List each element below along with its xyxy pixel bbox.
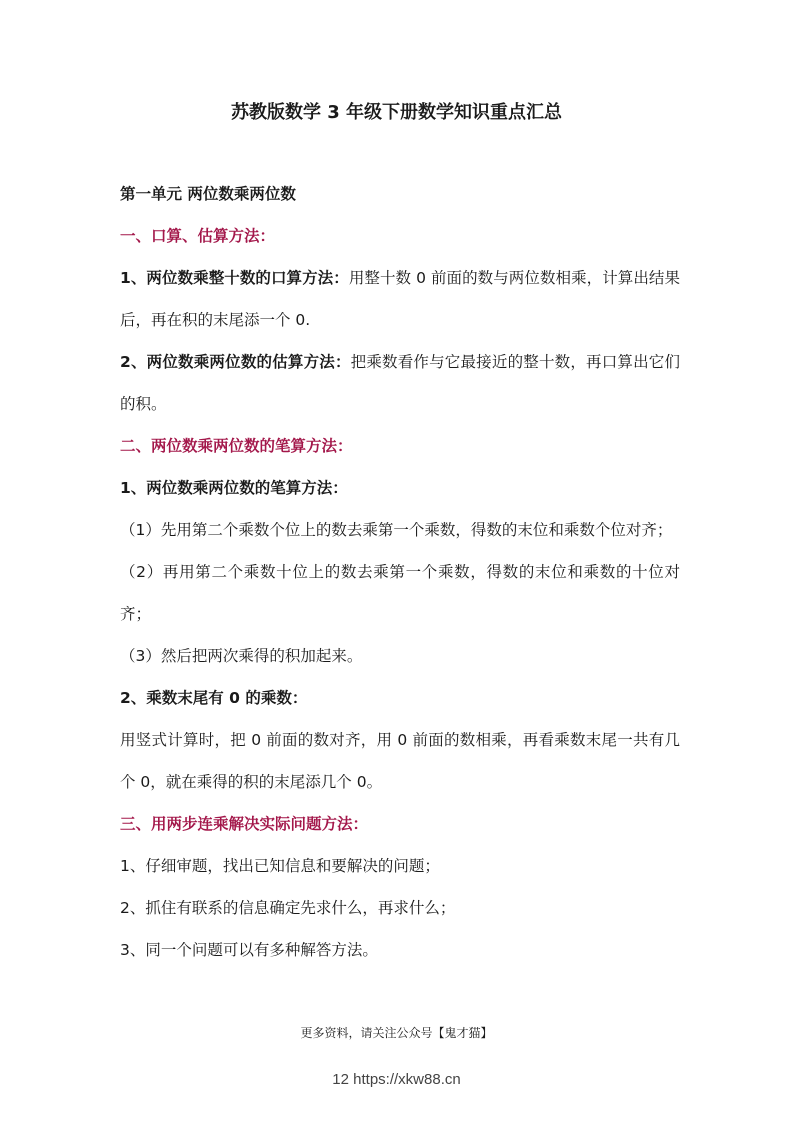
list-item: 2、抓住有联系的信息确定先求什么，再求什么； <box>120 899 456 917</box>
step-item: （3）然后把两次乘得的积加起来。 <box>120 647 363 665</box>
section-heading-1: 一、口算、估算方法： <box>120 227 276 245</box>
subheading-trailing-zero: 2、乘数末尾有 0 的乘数： <box>120 689 308 707</box>
item-text: 把乘数看作与它最接近的整十数，再口算出它们的积。 <box>120 353 680 413</box>
unit-heading: 第一单元 两位数乘两位数 <box>120 185 296 203</box>
paragraph-estimation <box>120 341 680 425</box>
step-item: （2）再用第二个乘数十位上的数去乘第一个乘数，得数的末位和乘数的十位对齐； <box>120 563 680 623</box>
paragraph-oral-calculation <box>120 257 680 341</box>
item-label: 1、两位数乘整十数的口算方法： <box>120 269 349 287</box>
footer-page-url: 12 https://xkw88.cn <box>332 1071 461 1088</box>
section-heading-2: 二、两位数乘两位数的笔算方法： <box>120 437 353 455</box>
document-body <box>120 173 680 971</box>
section-heading-3: 三、用两步连乘解决实际问题方法： <box>120 815 369 833</box>
item-text: 用整十数 0 前面的数与两位数相乘，计算出结果后，再在积的末尾添一个 0. <box>120 269 680 329</box>
subheading-written-method: 1、两位数乘两位数的笔算方法： <box>120 479 348 497</box>
step-item: （1）先用第二个乘数个位上的数去乘第一个乘数，得数的末位和乘数个位对齐； <box>120 521 673 539</box>
item-label: 2、两位数乘两位数的估算方法： <box>120 353 351 371</box>
paragraph-trailing-zero-rule: 用竖式计算时，把 0 前面的数对齐，用 0 前面的数相乘，再看乘数末尾一共有几个 0，就在乘得的积的末尾添几个 0。 <box>120 731 680 791</box>
footer-note: 更多资料，请关注公众号【鬼才猫】 <box>300 1026 493 1040</box>
list-item: 1、仔细审题，找出已知信息和要解决的问题； <box>120 857 440 875</box>
document-title: 苏教版数学 3 年级下册数学知识重点汇总 <box>230 102 563 123</box>
list-item: 3、同一个问题可以有多种解答方法。 <box>120 941 378 959</box>
